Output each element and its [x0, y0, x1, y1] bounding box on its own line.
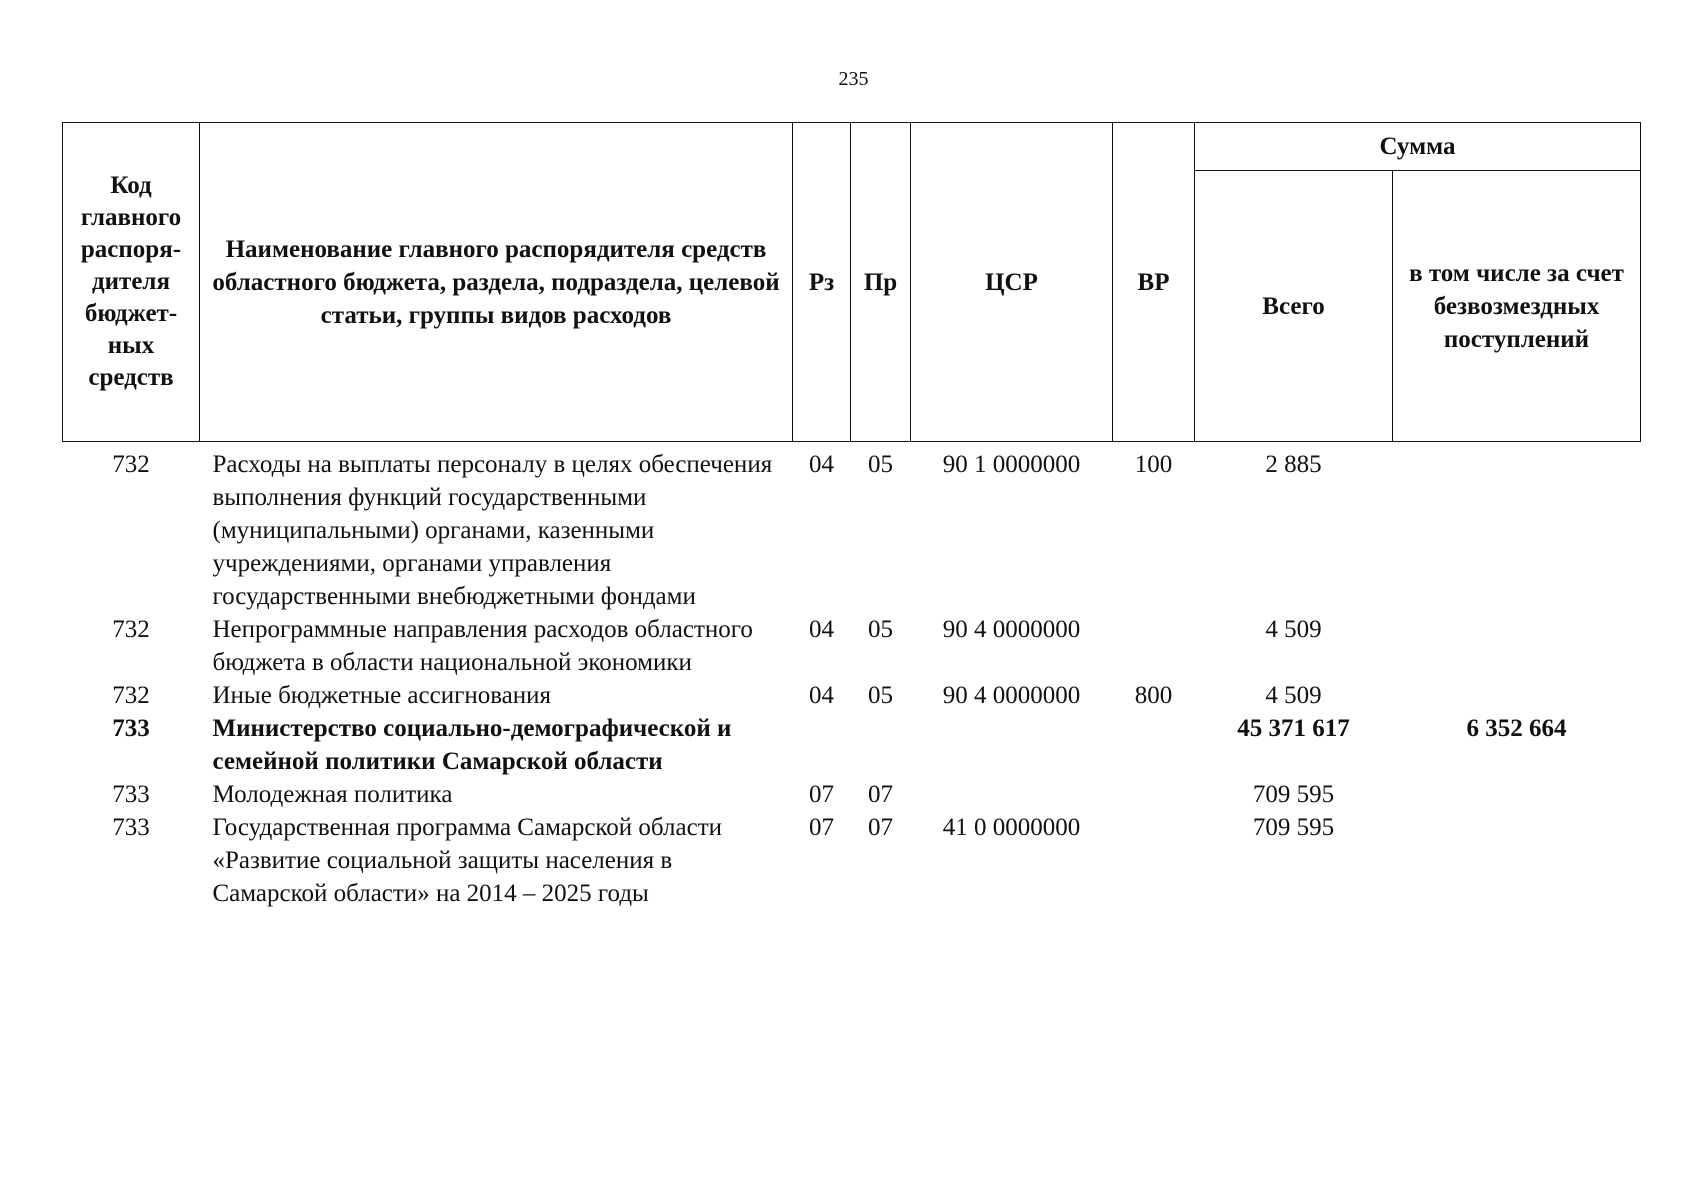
header-row-top — [63, 123, 1641, 171]
cell-name: Иные бюджетные ассигнования — [212, 682, 552, 709]
cell-vr — [1113, 811, 1195, 910]
cell-pr: 07 — [868, 781, 893, 808]
cell-csr — [911, 778, 1113, 811]
table-row-ministry — [63, 712, 1641, 778]
cell-free: 6 352 664 — [1466, 715, 1567, 742]
cell-rz: 04 — [809, 682, 834, 709]
cell-vr: 800 — [1134, 682, 1173, 709]
cell-pr: 05 — [868, 616, 893, 643]
cell-csr: 90 4 0000000 — [942, 682, 1081, 709]
cell-total: 45 371 617 — [1237, 715, 1350, 742]
cell-total: 2 885 — [1265, 451, 1322, 478]
table-row — [63, 778, 1641, 811]
header-free: в том числе за счет безвозмездных поступлений — [1393, 171, 1641, 442]
cell-vr — [1113, 712, 1195, 778]
cell-vr — [1113, 778, 1195, 811]
cell-pr: 05 — [868, 682, 893, 709]
cell-code: 732 — [112, 451, 150, 478]
budget-table — [62, 122, 1641, 910]
cell-free — [1393, 679, 1641, 712]
cell-name: Непрограммные направления расходов областного бюджета в области национальной экономики — [212, 616, 753, 676]
cell-name: Молодежная политика — [212, 781, 453, 808]
page-number: 235 — [838, 68, 869, 90]
header-name: Наименование главного распорядителя средств областного бюджета, раздела, подраздела, целевой статьи, группы видов расходов — [200, 123, 793, 442]
cell-vr: 100 — [1134, 451, 1173, 478]
header-total: Всего — [1195, 171, 1393, 442]
cell-rz: 07 — [809, 781, 834, 808]
cell-free — [1393, 613, 1641, 679]
header-rz: Рз — [793, 123, 851, 442]
cell-code: 733 — [112, 814, 150, 841]
cell-rz: 04 — [809, 451, 834, 478]
header-code: Код главного распоря-дителя бюджет-ных средств — [63, 123, 200, 442]
cell-rz: 07 — [809, 814, 834, 841]
cell-free — [1393, 442, 1641, 614]
cell-total: 709 595 — [1252, 781, 1335, 808]
cell-code: 733 — [112, 715, 150, 742]
table-row — [63, 442, 1641, 614]
header-csr: ЦСР — [911, 123, 1113, 442]
cell-pr: 05 — [868, 451, 893, 478]
cell-code: 733 — [112, 781, 150, 808]
cell-code: 732 — [112, 682, 150, 709]
cell-rz — [793, 712, 851, 778]
cell-pr: 07 — [868, 814, 893, 841]
table-row — [63, 811, 1641, 910]
cell-csr: 41 0 0000000 — [942, 814, 1081, 841]
cell-csr: 90 4 0000000 — [942, 616, 1081, 643]
cell-csr: 90 1 0000000 — [942, 451, 1081, 478]
table-row — [63, 679, 1641, 712]
table-row — [63, 613, 1641, 679]
cell-name: Министерство социально-демографической и семейной политики Самарской области — [212, 715, 732, 775]
cell-vr — [1113, 613, 1195, 679]
cell-csr — [911, 712, 1113, 778]
header-sum: Сумма — [1195, 123, 1641, 171]
cell-total: 4 509 — [1265, 616, 1322, 643]
cell-total: 709 595 — [1252, 814, 1335, 841]
cell-total: 4 509 — [1265, 682, 1322, 709]
cell-rz: 04 — [809, 616, 834, 643]
cell-free — [1393, 811, 1641, 910]
cell-name: Расходы на выплаты персоналу в целях обеспечения выполнения функций государственными (муниципальными) органами, казенными учреждениями, органами управления государственными внебюджетными фондами — [212, 451, 773, 610]
header-vr: ВР — [1113, 123, 1195, 442]
cell-code: 732 — [112, 616, 150, 643]
cell-pr — [851, 712, 911, 778]
cell-name: Государственная программа Самарской области «Развитие социальной защиты населения в Самарской области» на 2014 – 2025 годы — [212, 814, 722, 907]
cell-free — [1393, 778, 1641, 811]
header-pr: Пр — [851, 123, 911, 442]
